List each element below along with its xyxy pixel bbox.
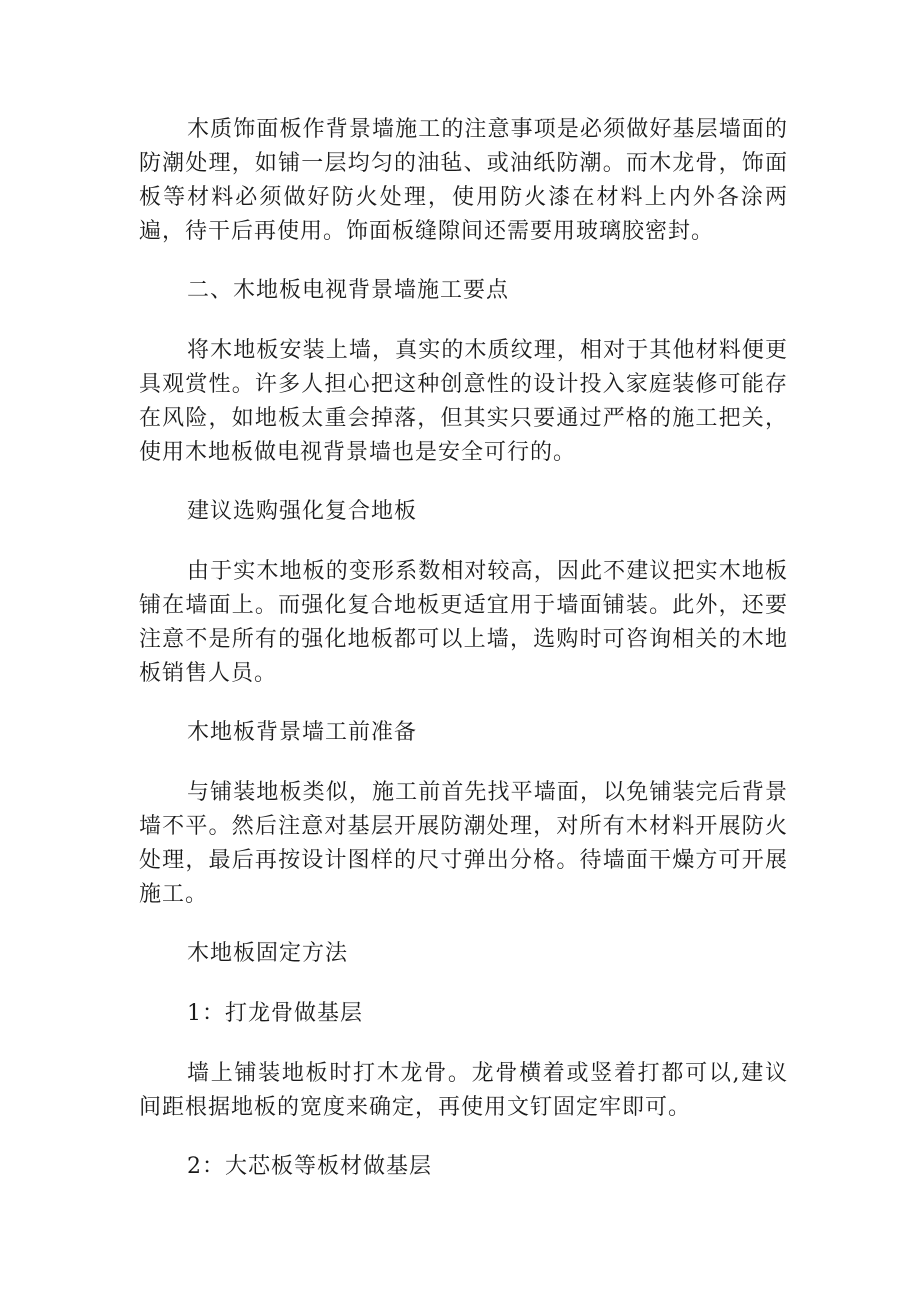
subheading-method-1: 1：打龙骨做基层: [187, 1001, 363, 1026]
paragraph-preparation: 与铺装地板类似，施工前首先找平墙面，以免铺装完后背景墙不平。然后注意对基层开展防潮处理，对所有木材料开展防火处理，最后再按设计图样的尺寸弹出分格。待墙面干燥方可开展施工。: [139, 780, 788, 907]
subheading-preparation: 木地板背景墙工前准备: [187, 720, 418, 745]
section-heading-wood-floor-tv-wall: 二、木地板电视背景墙施工要点: [187, 278, 510, 303]
paragraph-wood-floor-on-wall: 将木地板安装上墙，真实的木质纹理，相对于其他材料便更具观赏性。许多人担心把这种创意性的设计投入家庭装修可能存在风险，如地板太重会掉落，但其实只要通过严格的施工把关，使用木地板做电视背景墙也是安全可行的。: [139, 338, 788, 465]
subheading-laminate-floor: 建议选购强化复合地板: [187, 499, 418, 524]
subheading-method-2: 2：大芯板等板材做基层: [187, 1154, 432, 1179]
paragraph-laminate-recommendation: 由于实木地板的变形系数相对较高，因此不建议把实木地板铺在墙面上。而强化复合地板更适宜用于墙面铺装。此外，还要注意不是所有的强化地板都可以上墙，选购时可咨询相关的木地板销售人员。: [139, 559, 788, 686]
paragraph-method-1: 墙上铺装地板时打木龙骨。龙骨横着或竖着打都可以,建议间距根据地板的宽度来确定，再使用文钉固定牢即可。: [139, 1061, 788, 1120]
subheading-fixing-methods: 木地板固定方法: [187, 941, 349, 966]
paragraph-wood-veneer-notes: 木质饰面板作背景墙施工的注意事项是必须做好基层墙面的防潮处理，如铺一层均匀的油毡、或油纸防潮。而木龙骨，饰面板等材料必须做好防火处理，使用防火漆在材料上内外各涂两遍，待干后再使用。饰面板缝隙间还需要用玻璃胶密封。: [139, 117, 788, 244]
